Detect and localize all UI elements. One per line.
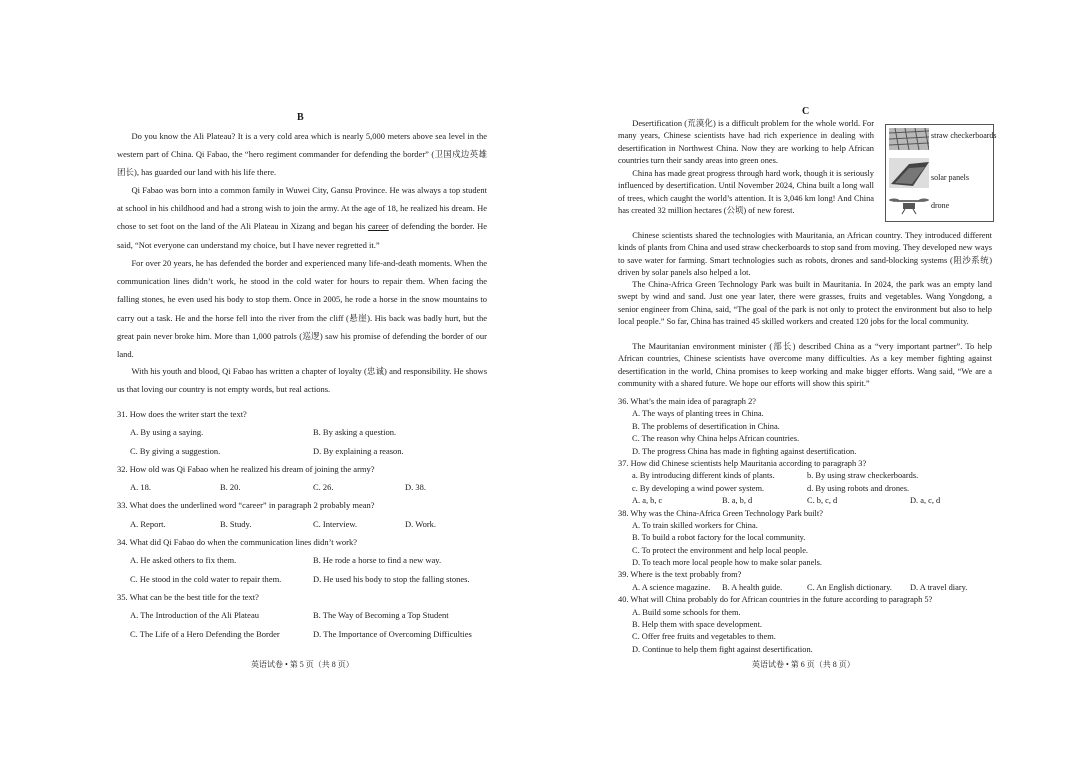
question-stem: 39. Where is the text probably from? (618, 570, 742, 580)
option[interactable]: B. Study. (220, 518, 252, 529)
sub-options-row (618, 470, 998, 482)
option[interactable]: A. To train skilled workers for China. (632, 520, 758, 530)
passage-c-paragraph-3: Chinese scientists shared the technologies with Mauritania, an African country. They introduced different kinds of plants from China and used straw checkerboards to stop sand from moving. They developed new ways to save water for farming. Smart technologies such as robots, drones and sand-blocking systems (阻沙系统) driven by solar panels also helped a lot. (618, 231, 992, 278)
option[interactable]: D. Work. (405, 518, 437, 529)
question-stem: 38. Why was the China-Africa Green Technology Park built? (618, 508, 823, 518)
option[interactable]: D. A travel diary. (910, 582, 968, 592)
option[interactable]: B. 20. (220, 482, 241, 493)
option[interactable]: B. By asking a question. (313, 427, 397, 438)
figure-label-solar-panels: solar panels (931, 173, 969, 182)
option[interactable]: A. He asked others to fix them. (130, 555, 237, 566)
option[interactable]: B. a, b, d (722, 496, 753, 506)
figure-label-straw-checkerboards: straw checkerboards (931, 131, 997, 140)
question-options-row (117, 551, 497, 569)
option[interactable]: A. A science magazine. (632, 582, 711, 592)
question-stem: 33. What does the underlined word “career” in paragraph 2 probably mean? (117, 500, 375, 511)
question-stem: 35. What can be the best title for the text? (117, 591, 259, 602)
option[interactable]: D. By explaining a reason. (313, 445, 404, 456)
option[interactable]: C. The reason why China helps African countries. (632, 434, 800, 444)
question-stem: 32. How old was Qi Fabao when he realized his dream of joining the army? (117, 463, 375, 474)
passage-b-paragraph-2 (117, 181, 487, 254)
sub-option: c. By developing a wind power system. (632, 483, 765, 493)
question-options-row (117, 442, 497, 460)
figure-label-drone: drone (931, 201, 950, 210)
sub-option: d. By using robots and drones. (807, 483, 910, 493)
option[interactable]: A. 18. (130, 482, 152, 493)
option[interactable]: B. The Way of Becoming a Top Student (313, 610, 449, 621)
passage-b-paragraph-4: With his youth and blood, Qi Fabao has written a chapter of loyalty (忠诚) and responsibility. He shows us that loving our country is not empty words, but real actions. (117, 366, 487, 395)
underlined-word-career: career (367, 221, 389, 232)
question-options-row (117, 423, 497, 441)
option[interactable]: C. An English dictionary. (807, 582, 892, 592)
option[interactable]: C. To protect the environment and help local people. (632, 545, 809, 555)
paragraph-2-text-end: of defending the border. He said, “Not everyone can understand my choice, but I have never regretted it.” (117, 221, 488, 250)
passage-c-paragraph-4: The China-Africa Green Technology Park was built in Mauritania. In 2024, the park was an empty land swept by wind and sand. Just one year later, there were grasses, fruits and vegetables. Wang Yongdong, a senior engineer from China, said, “The goal of the park is not only to protect the environment but also to help local people.” So far, China has trained 45 skilled workers and created 120 jobs for the local community. (618, 280, 992, 327)
questions-36-40 (618, 396, 998, 656)
question-options-row (618, 582, 998, 594)
option[interactable]: C. By giving a suggestion. (130, 445, 221, 456)
option[interactable]: C. He stood in the cold water to repair them. (130, 573, 282, 584)
option[interactable]: A. Report. (130, 518, 166, 529)
option[interactable]: D. a, c, d (910, 496, 941, 506)
option[interactable]: B. He rode a horse to find a new way. (313, 555, 442, 566)
page-footer: 英语试卷 • 第 5 页（共 8 页） (251, 660, 354, 669)
technology-figure (885, 124, 997, 222)
option[interactable]: B. To build a robot factory for the local community. (632, 533, 806, 543)
option[interactable]: A. Build some schools for them. (632, 607, 741, 617)
passage-c-paragraph-1: Desertification (荒漠化) is a difficult problem for the whole world. For many years, Chinese scientists have had rich experience in dealing with desertification in Northwest China. Now they are working to help African countries turn their sandy areas into green ones. (618, 119, 874, 166)
solar-panel-icon (889, 158, 929, 188)
option[interactable]: D. He used his body to stop the falling stones. (313, 573, 470, 584)
sub-option: b. By using straw checkerboards. (807, 471, 919, 481)
question-stem: 37. How did Chinese scientists help Mauritania according to paragraph 3? (618, 458, 867, 468)
question-options-row (117, 606, 497, 624)
option[interactable]: B. Help them with space development. (632, 620, 763, 630)
option[interactable]: C. Interview. (313, 518, 358, 529)
option[interactable]: C. The Life of a Hero Defending the Border (130, 628, 280, 639)
option[interactable]: C. Offer free fruits and vegetables to them. (632, 632, 776, 642)
sub-options-row (618, 483, 998, 495)
passage-c-paragraph-5: The Mauritanian environment minister (部长) described China as a “very important partner”. To help African countries, Chinese scientists have overcome many difficulties. As a key member fighting against desertification in the world, China promises to keep working and make bigger efforts. Wang said, “We are a community with a shared future. We hope our efforts will show this spirit.” (618, 342, 992, 389)
question-stem: 31. How does the writer start the text? (117, 409, 247, 419)
sub-option: a. By introducing different kinds of plants. (632, 471, 775, 481)
option[interactable]: C. b, c, d (807, 496, 838, 506)
option[interactable]: B. The problems of desertification in China. (632, 421, 780, 431)
question-stem: 34. What did Qi Fabao do when the communication lines didn’t work? (117, 537, 358, 548)
page-footer: 英语试卷 • 第 6 页（共 8 页） (752, 660, 855, 669)
option[interactable]: A. The ways of planting trees in China. (632, 409, 764, 419)
question-stem: 36. What’s the main idea of paragraph 2? (618, 397, 756, 406)
section-title-b: B (297, 112, 304, 123)
option[interactable]: D. To teach more local people how to make solar panels. (632, 558, 822, 568)
option[interactable]: A. By using a saying. (130, 427, 204, 438)
questions-31-35 (117, 405, 497, 643)
paragraph-2-text: Qi Fabao was born into a common family in Wuwei City, Gansu Province. He was always a top student at school in his childhood and had a strong wish to join the army. At the age of 18, he realized his dream. He chose to set foot on the land of the Ali Plateau in Xizang and began his (117, 185, 487, 232)
straw-checkerboard-icon (889, 128, 929, 150)
option[interactable]: C. 26. (313, 482, 334, 493)
option[interactable]: A. The Introduction of the Ali Plateau (130, 610, 259, 621)
option[interactable]: D. The Importance of Overcoming Difficulties (313, 628, 472, 639)
question-options-row (117, 478, 497, 496)
option[interactable]: B. A health guide. (722, 582, 783, 592)
passage-c-paragraph-2: China has made great progress through hard work, though it is seriously influenced by desertification. Until November 2024, China built a long wall of trees, which caught the world’s attention. It is 3,046 km long! And China has created 32 million hectares (公顷) of new forest. (618, 169, 874, 216)
option[interactable]: A. a, b, c (632, 496, 663, 506)
passage-b-paragraph-1: Do you know the Ali Plateau? It is a very cold area which is nearly 5,000 meters above sea level in the western part of China. Qi Fabao, the “hero regiment commander for defending the border” (卫国戍边英雄团长), has guarded our land with his life there. (117, 131, 487, 178)
question-options-row (117, 625, 497, 643)
question-options-row (117, 570, 497, 588)
drone-icon (889, 195, 929, 217)
option[interactable]: D. 38. (405, 482, 427, 493)
question-options-row (618, 495, 998, 507)
section-title-c: C (802, 106, 810, 117)
option[interactable]: D. Continue to help them fight against desertification. (632, 644, 813, 654)
passage-b-paragraph-3: For over 20 years, he has defended the border and experienced many life-and-death moments. When the communication lines didn’t work, he stood in the cold water for hours to repair them. When facing the falling stones, he even used his body to stop them. Once in 2005, he rode a horse in the snow mountains to carry out a task. He and the horse fell into the river from the cliff (悬崖). His back was badly hurt, but the great pain never broke him. More than 1,000 patrols (巡逻) saw his promise of defending the border of our land. (117, 258, 487, 360)
question-options-row (117, 515, 497, 533)
option[interactable]: D. The progress China has made in fighting against desertification. (632, 446, 857, 456)
question-stem: 40. What will China probably do for African countries in the future according to paragraph 5? (618, 595, 933, 605)
